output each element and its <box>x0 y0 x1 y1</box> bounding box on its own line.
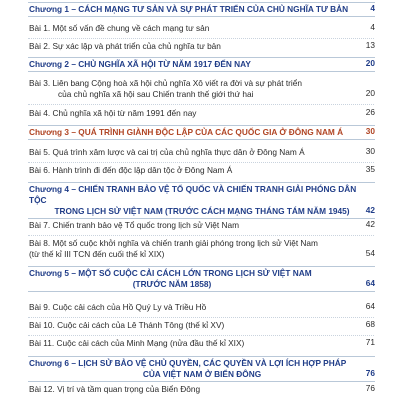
page-number: 26 <box>365 107 375 117</box>
lesson-7[interactable] <box>28 220 375 231</box>
page-number: 30 <box>365 126 375 136</box>
divider <box>28 104 374 105</box>
page-number: 76 <box>365 368 375 378</box>
page-number: 64 <box>365 301 375 311</box>
lesson-title: Bài 1. Một số vấn đề chung về cách mạng tư sản <box>29 23 210 33</box>
page-number: 4 <box>370 22 375 32</box>
lesson-4[interactable] <box>28 108 375 119</box>
lesson-title: Bài 6. Hành trình đi đến độc lập dân tộc ở Đông Nam Á <box>29 165 233 175</box>
lesson-title: Bài 10. Cuộc cải cách của Lê Thánh Tông (thế kỉ XV) <box>29 320 225 330</box>
page-number: 20 <box>365 58 375 68</box>
chapter-title: Chương 2 – CHỦ NGHĨA XÃ HỘI TỪ NĂM 1917 ĐẾN NAY <box>29 59 251 69</box>
lesson-12[interactable] <box>28 384 375 395</box>
page-number: 30 <box>365 146 375 156</box>
page-number: 76 <box>365 383 375 393</box>
chapter-title: Chương 3 – QUÁ TRÌNH GIÀNH ĐỘC LẬP CỦA CÁC QUỐC GIA Ở ĐÔNG NAM Á <box>29 127 344 137</box>
chapter-title-line2: (TRƯỚC NĂM 1858) <box>132 279 212 289</box>
page-number: 71 <box>365 337 375 347</box>
page-number: 54 <box>365 248 375 258</box>
chapter-title: Chương 4 – CHIẾN TRANH BẢO VỆ TỔ QUỐC VÀ CHIẾN TRANH GIẢI PHÓNG DÂN TỘC <box>29 184 357 205</box>
chapter-title-line2: TRONG LỊCH SỬ VIỆT NAM (TRƯỚC CÁCH MẠNG THÁNG TÁM NĂM 1945) <box>54 206 350 216</box>
chapter-title: Chương 5 – MỘT SỐ CUỘC CẢI CÁCH LỚN TRONG LỊCH SỬ VIỆT NAM <box>29 268 312 278</box>
lesson-title: Bài 11. Cuộc cải cách của Minh Mạng (nửa đầu thế kỉ XIX) <box>29 338 245 348</box>
page-number: 13 <box>365 40 375 50</box>
lesson-title-line2: của chủ nghĩa xã hội sau Chiến tranh thế giới thứ hai <box>58 89 254 99</box>
divider <box>28 335 374 336</box>
page-number: 4 <box>370 3 375 13</box>
lesson-11[interactable] <box>28 338 375 349</box>
lesson-1[interactable] <box>28 23 375 34</box>
chapter-5-heading[interactable] <box>28 266 375 292</box>
page-number: 35 <box>365 164 375 174</box>
divider <box>28 235 374 236</box>
lesson-title: Bài 8. Một số cuộc khởi nghĩa và chiến tranh giải phóng trong lịch sử Việt Nam <box>29 238 318 248</box>
lesson-title: Bài 9. Cuộc cải cách của Hồ Quý Ly và Triều Hồ <box>29 302 207 312</box>
divider <box>28 317 374 318</box>
lesson-10[interactable] <box>28 320 375 331</box>
lesson-9[interactable] <box>28 302 375 313</box>
lesson-5[interactable] <box>28 147 375 158</box>
lesson-title: Bài 7. Chiến tranh bảo vệ Tổ quốc trong lịch sử Việt Nam <box>29 220 240 230</box>
chapter-title: Chương 1 – CÁCH MẠNG TƯ SẢN VÀ SỰ PHÁT TRIỂN CỦA CHỦ NGHĨA TƯ BẢN <box>29 4 349 14</box>
lesson-3[interactable] <box>28 78 375 100</box>
page-number: 20 <box>365 88 375 98</box>
lesson-title: Bài 12. Vị trí và tầm quan trọng của Biển Đông <box>29 384 201 394</box>
lesson-6[interactable] <box>28 165 375 176</box>
chapter-4-heading[interactable] <box>28 182 375 219</box>
lesson-title-line2: (từ thế kỉ III TCN đến cuối thế kỉ XIX) <box>29 249 165 259</box>
divider <box>28 38 374 39</box>
lesson-title: Bài 5. Quá trình xâm lược và cai trị của chủ nghĩa thực dân ở Đông Nam Á <box>29 147 305 157</box>
divider <box>28 162 374 163</box>
page-number: 42 <box>365 205 375 215</box>
chapter-2-heading[interactable] <box>28 57 375 72</box>
page-number: 64 <box>365 278 375 288</box>
chapter-3-heading[interactable] <box>28 125 375 140</box>
chapter-title-line2: CỦA VIỆT NAM Ở BIỂN ĐÔNG <box>142 369 262 379</box>
page-number: 68 <box>365 319 375 329</box>
lesson-title: Bài 2. Sự xác lập và phát triển của chủ nghĩa tư bản <box>29 41 221 51</box>
chapter-6-heading[interactable] <box>28 356 375 382</box>
lesson-title: Bài 3. Liên bang Cộng hoà xã hội chủ nghĩa Xô viết ra đời và sự phát triển <box>29 78 302 88</box>
chapter-title: Chương 6 – LỊCH SỬ BẢO VỆ CHỦ QUYỀN, CÁC QUYỀN VÀ LỢI ÍCH HỢP PHÁP <box>29 358 347 368</box>
lesson-2[interactable] <box>28 41 375 52</box>
lesson-8[interactable] <box>28 238 375 260</box>
lesson-title: Bài 4. Chủ nghĩa xã hội từ năm 1991 đến nay <box>29 108 197 118</box>
chapter-1-heading[interactable] <box>28 2 375 17</box>
page-number: 42 <box>365 219 375 229</box>
